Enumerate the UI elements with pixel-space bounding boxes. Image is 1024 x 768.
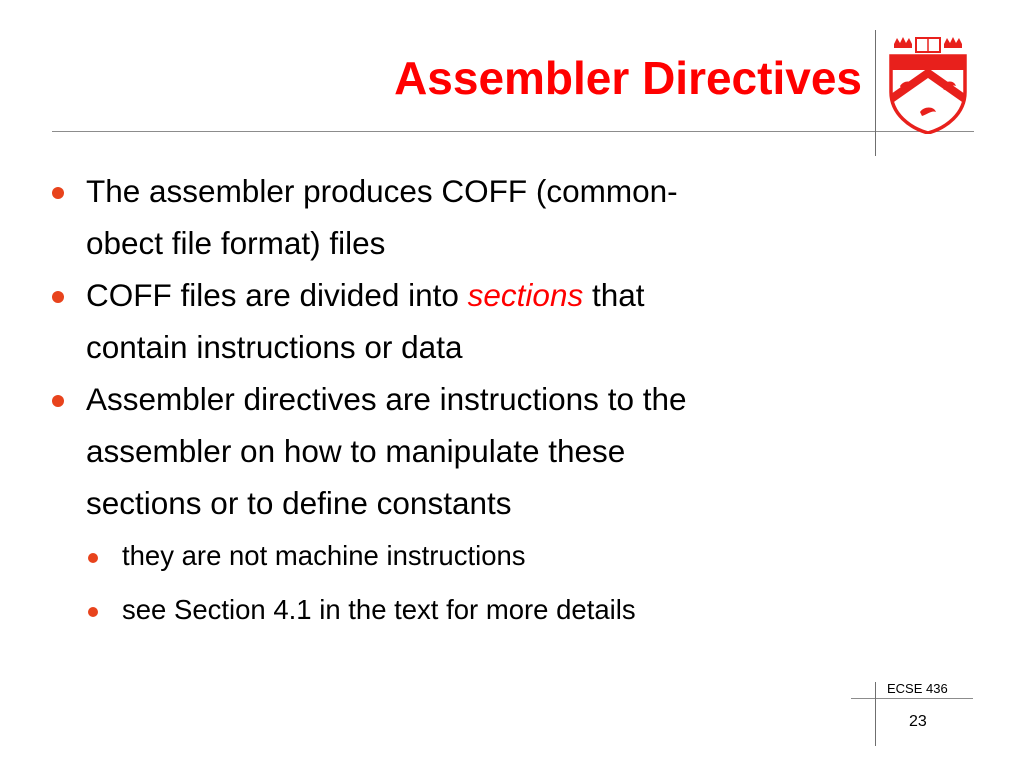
bullet-icon (52, 291, 64, 303)
bullet-icon (52, 395, 64, 407)
slide-title: Assembler Directives (394, 52, 862, 104)
sub-list-item (52, 529, 912, 583)
emphasis-term: sections (467, 277, 584, 313)
bullet-icon (52, 187, 64, 199)
university-crest-icon (888, 34, 968, 134)
header-vertical-divider (875, 30, 876, 156)
footer-vertical-divider (875, 682, 876, 746)
bullet-line: Assembler directives are instructions to the (86, 381, 687, 417)
list-item (52, 165, 912, 269)
sub-bullet-icon (88, 553, 98, 563)
bullet-line: contain instructions or data (86, 329, 463, 365)
bullet-text: COFF files are divided into (86, 277, 468, 313)
footer-divider (851, 698, 973, 699)
sub-bullet-icon (88, 607, 98, 617)
sub-list-item (52, 583, 912, 637)
course-code: ECSE 436 (887, 681, 948, 696)
sub-bullet-text: they are not machine instructions (122, 540, 526, 571)
bullet-list (52, 165, 912, 637)
bullet-line: sections or to define constants (86, 485, 512, 521)
bullet-text: that (583, 277, 645, 313)
bullet-line: The assembler produces COFF (common- (86, 173, 678, 209)
bullet-line: obect file format) files (86, 225, 386, 261)
sub-bullet-text: see Section 4.1 in the text for more details (122, 594, 636, 625)
page-number: 23 (909, 713, 927, 730)
header-divider (52, 131, 974, 132)
list-item (52, 373, 912, 529)
list-item (52, 269, 912, 373)
bullet-line: assembler on how to manipulate these (86, 433, 626, 469)
